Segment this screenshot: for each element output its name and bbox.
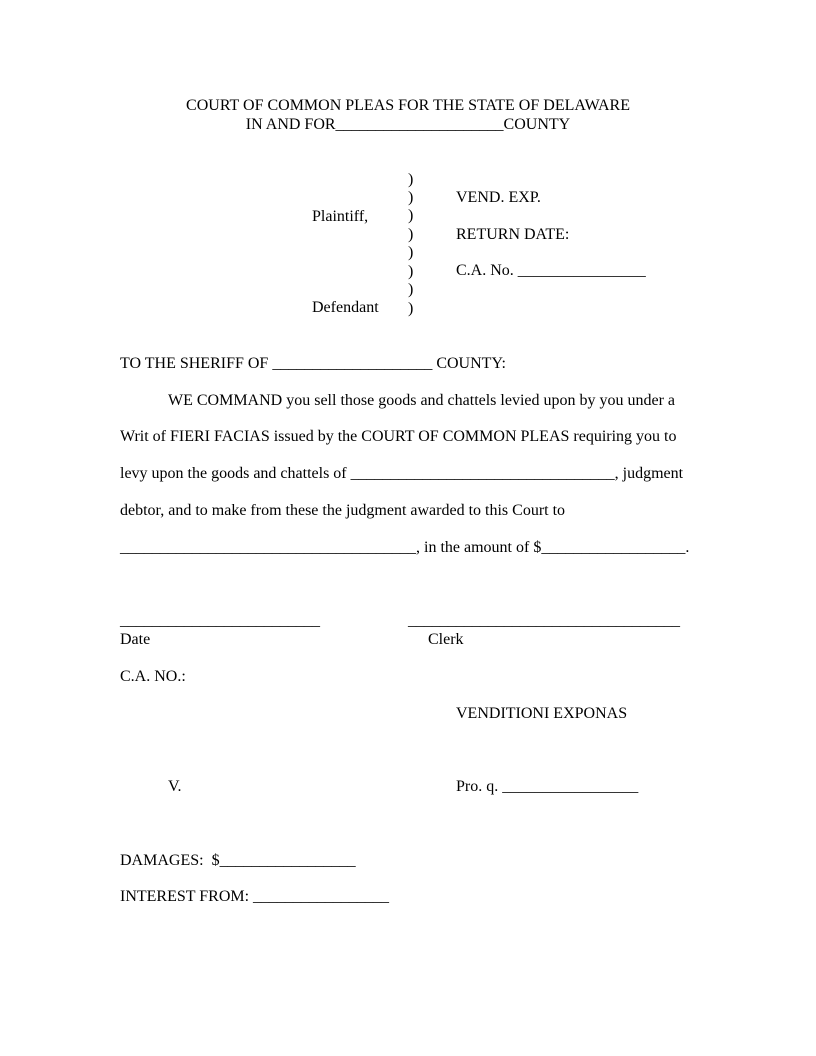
caption-paren: ) — [408, 244, 414, 261]
body-line: _____________________________________, in the amount of $__________________. — [120, 539, 690, 556]
writ-title: VENDITIONI EXPONAS — [456, 705, 628, 722]
caption-paren: ) — [408, 281, 414, 298]
return-date-label: RETURN DATE: — [456, 226, 570, 243]
clerk-label: Clerk — [428, 631, 464, 648]
defendant-label: Defendant — [312, 299, 379, 316]
caption-paren: ) — [408, 189, 414, 206]
ca-no-field: C.A. No. ________________ — [456, 262, 646, 279]
plaintiff-label: Plaintiff, — [312, 208, 369, 225]
vend-exp-label: VEND. EXP. — [456, 189, 541, 206]
pro-q-field: Pro. q. _________________ — [456, 778, 639, 795]
court-title: COURT OF COMMON PLEAS FOR THE STATE OF DELAWARE — [186, 97, 630, 114]
versus-label: V. — [168, 778, 182, 795]
date-label: Date — [120, 631, 151, 648]
damages-field: DAMAGES: $_________________ — [120, 852, 356, 869]
body-line: levy upon the goods and chattels of _________________________________, judgment — [120, 465, 684, 482]
date-signature-line: _________________________ — [120, 612, 320, 629]
salutation: TO THE SHERIFF OF ____________________ COUNTY: — [120, 355, 506, 372]
caption-paren: ) — [408, 300, 414, 317]
body-line: Writ of FIERI FACIAS issued by the COURT OF COMMON PLEAS requiring you to — [120, 428, 677, 445]
caption-paren: ) — [408, 263, 414, 280]
body-line: debtor, and to make from these the judgment awarded to this Court to — [120, 502, 566, 519]
county-line: IN AND FOR_____________________COUNTY — [245, 116, 571, 133]
interest-from-field: INTEREST FROM: _________________ — [120, 888, 390, 905]
body-line: WE COMMAND you sell those goods and chattels levied upon by you under a — [168, 392, 676, 409]
caption-paren: ) — [408, 171, 414, 188]
back-ca-no-label: C.A. NO.: — [120, 668, 186, 685]
caption-paren: ) — [408, 226, 414, 243]
clerk-signature-line: __________________________________ — [408, 612, 680, 629]
caption-paren: ) — [408, 207, 414, 224]
